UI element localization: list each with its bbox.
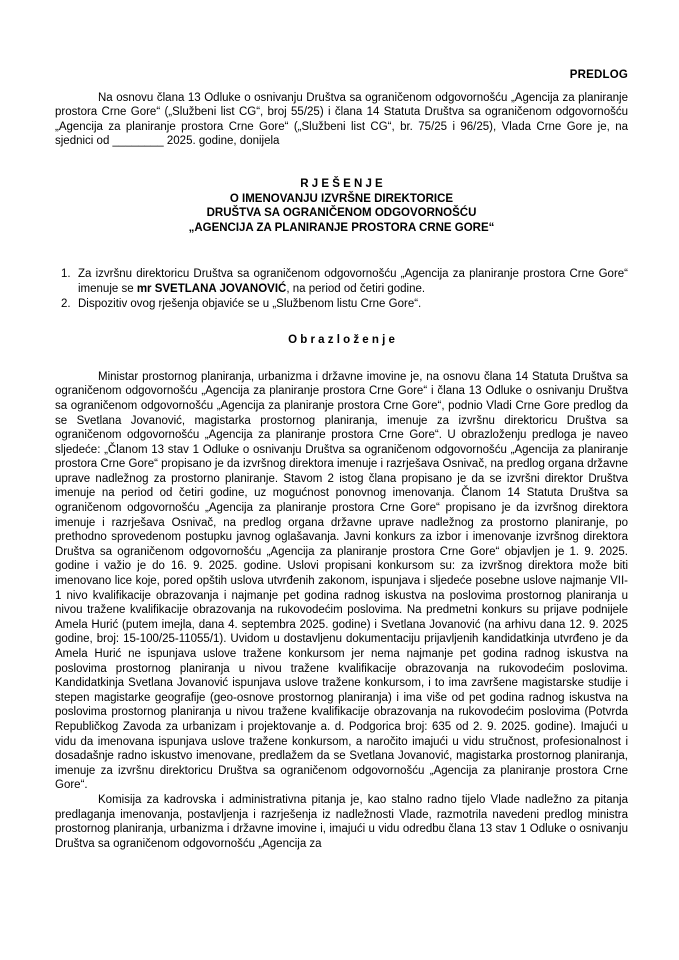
title-line-1: R J E Š E N J E <box>300 177 383 190</box>
list-item-1-text-pre: Za izvršnu direktoricu Društva sa ograničenom odgovornošću „Agencija za planiranje prostora Crne Gore“ imenuje se <box>78 268 628 295</box>
document-label-predlog: PREDLOG <box>569 69 628 81</box>
list-item-1-text-post: , na period od četiri godine. <box>286 282 426 295</box>
title-line-4: „AGENCIJA ZA PLANIRANJE PROSTORA CRNE GORE“ <box>188 221 495 234</box>
body-paragraph-2: Komisija za kadrovska i administrativna pitanja je, kao stalno radno tijelo Vlade nadležno za pitanja predlaganja imenovanja, postavljenja i razrješenja iz nadležnosti Vlade, razmotrila navedeni predlog ministra prostornog planiranja, urbanizma i državne imovine i, imajući u vidu odredbu člana 13 stav 1 Odluke o osnivanju Društva sa ograničenom odgovornošću „Agencija za <box>55 793 628 850</box>
list-item-1-number: 1. <box>61 268 71 281</box>
list-item-2-number: 2. <box>61 297 71 310</box>
document-title <box>55 177 628 235</box>
list-item-1-text <box>78 267 628 296</box>
appointee-name: mr SVETLANA JOVANOVIĆ <box>136 282 287 295</box>
title-line-2: O IMENOVANJU IZVRŠNE DIREKTORICE <box>229 192 454 205</box>
list-item-1 <box>61 267 628 296</box>
decision-list <box>55 267 628 311</box>
intro-paragraph: Na osnovu člana 13 Odluke o osnivanju Društva sa ograničenom odgovornošću „Agencija za planiranje prostora Crne Gore“ („Službeni list CG“, broj 55/25) i člana 14 Statuta Društva sa ograničenom odgovornošću „Agencija za planiranje prostora Crne Gore“ („Službeni list CG“, br. 75/25 i 96/25), Vlada Crne Gore je, na sjednici od ________ 2025. godine, donijela <box>55 91 628 148</box>
section-heading-obrazlozenje: O b r a z l o ž e n j e <box>288 334 395 347</box>
title-line-3: DRUŠTVA SA OGRANIČENOM ODGOVORNOŠĆU <box>206 207 477 220</box>
list-item-2-text: Dispozitiv ovog rješenja objaviće se u „Službenom listu Crne Gore“. <box>78 297 422 310</box>
list-item-2 <box>61 297 628 312</box>
body-paragraph-1: Ministar prostornog planiranja, urbanizma i državne imovine je, na osnovu člana 14 Statuta Društva sa ograničenom odgovornošću „Agencija za planiranje prostora Crne Gore“ i člana 13 Odluke o osnivanju Društva sa ograničenom odgovornošću „Agencija za planiranje prostora Crne Gore“, podnio Vladi Crne Gore predlog da se Svetlana Jovanović, magistarka prostornog planiranja, imenuje za izvršnu direktoricu Društva sa ograničenom odgovornošću „Agencija za planiranje prostora Crne Gore“. U obrazloženju predloga je naveo sljedeće: „Članom 13 stav 1 Odluke o osnivanju Društva sa ograničenom odgovornošću „Agencija za planiranje prostora Crne Gore“ propisano je da izvršnog direktora imenuje i razrješava Osnivač, na predlog organa državne uprave nadležnog za prostorno planiranje. Stavom 2 istog člana propisano je da se izvršni direktor Društva imenuje na period od četiri godine, uz mogućnost ponovnog imenovanja. Članom 14 Statuta Društva sa ograničenom odgovornošću „Agencija za planiranje prostora Crne Gore“ propisano je da izvršnog direktora imenuje i razrješava Osnivač, na predlog organa državne uprave nadležnog za prostorno planiranje, po prethodno sprovedenom postupku javnog oglašavanja. Javni konkurs za izbor i imenovanje izvršnog direktora Društva sa ograničenom odgovornošću „Agencija za planiranje prostora Crne Gore“ objavljen je 1. 9. 2025. godine i važio je do 16. 9. 2025. godine. Uslovi propisani konkursom su: za izvršnog direktora može biti imenovano lice koje, pored opštih uslova utvrđenih zakonom, ispunjava i sljedeće posebne uslove najmanje VII-1 nivo kvalifikacije obrazovanja i najmanje pet godina radnog iskustva na poslovima prostornog planiranja u nivou tražene kvalifikacije obrazovanja na rukovodećim poslovima. Na predmetni konkurs su prijave podnijele Amela Hurić (putem imejla, dana 4. septembra 2025. godine) i Svetlana Jovanović (na arhivu dana 12. 9. 2025 godine, broj: 15-100/25-11055/1). Uvidom u dostavljenu dokumentaciju prijavljenih kandidatkinja utvrđeno je da Amela Hurić ne ispunjava uslove tražene konkursom jer nema najmanje pet godina radnog iskustva na poslovima prostornog planiranja u nivou tražene kvalifikacije obrazovanja na rukovodećim poslovima. Kandidatkinja Svetlana Jovanović ispunjava uslove tražene konkursom, i to ima završene magistarske studije i stepen magistarke geografije (geo-osnove prostornog planiranja) i ima više od pet godina radnog iskustva na poslovima prostornog planiranja u nivou tražene kvalifikacije obrazovanja na rukovodećim poslovima (Potvrda Republičkog Zavoda za urbanizam i projektovanje a. d. Podgorica broj: 635 od 2. 9. 2025. godine). Imajući u vidu da imenovana ispunjava uslove tražene konkursom, a naročito imajući u vidu stručnost, profesionalnost i dosadašnje radno iskustvo imenovane, predlažem da se Svetlana Jovanović, magistarka prostornog planiranja, imenuje za izvršnu direktoricu Društva sa ograničenom odgovornošću „Agencija za planiranje prostora Crne Gore“. <box>55 370 628 792</box>
